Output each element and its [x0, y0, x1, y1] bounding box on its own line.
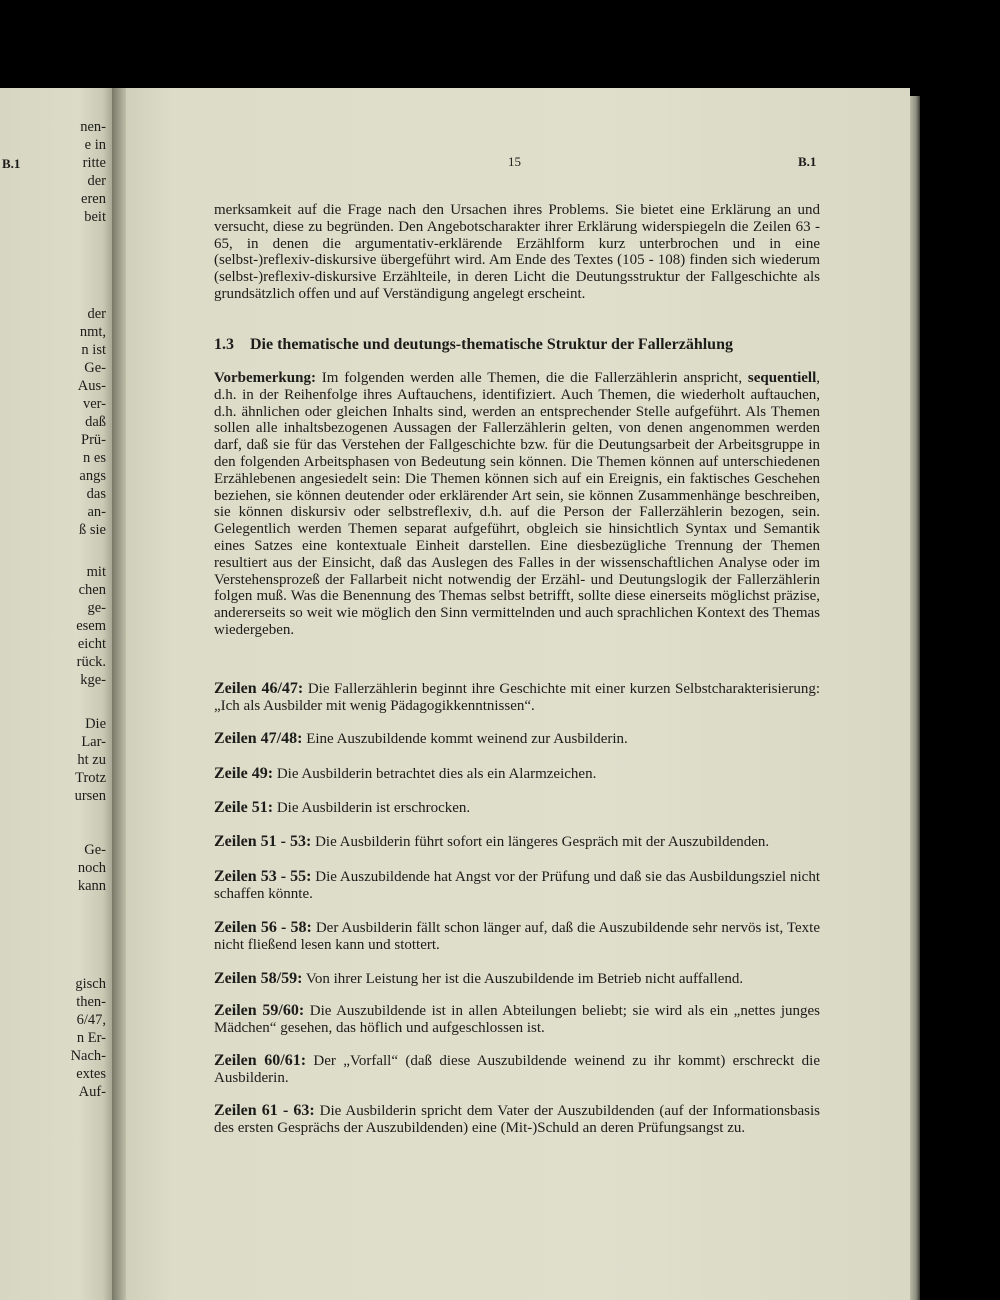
left-page-fragment: nmt, [79, 324, 106, 340]
line-entry [214, 799, 820, 817]
left-page-fragment: Prü- [81, 432, 106, 448]
left-page-fragment: ursen [74, 788, 106, 804]
left-page-fragment: kann [77, 878, 106, 894]
left-page-fragment: then- [76, 994, 106, 1010]
line-entry [214, 1002, 820, 1037]
left-page-fragment: e in [84, 137, 106, 153]
vorbemerkung-bold: sequentiell [747, 370, 817, 386]
left-page [0, 88, 112, 1300]
line-entry [214, 919, 820, 954]
left-page-fragment: beit [84, 209, 106, 225]
left-page-fragment: ver- [82, 396, 106, 412]
left-page-fragment: Nach- [70, 1048, 106, 1064]
line-entry [214, 970, 820, 988]
line-entry-text: Die Auszubildende ist in allen Abteilungen beliebt; sie wird als ein „nettes junges Mädchen“ gesehen, das höflich und aufgeschlossen ist. [214, 1003, 821, 1036]
vorbemerkung-text-2: , d.h. in der Reihenfolge ihres Auftauchens, identifiziert. Auch Themen, die wiederholt auftauchen, d.h. ähnlichen oder gleichen Inhalts sind, werden an entsprechender Stelle aufgeführt. Als Themen sollen alle inhaltsbezogenen Aussagen der Fallerzählerin gelten, von denen angenommen werden darf, daß sie für das Verstehen der Fallgeschichte bzw. für die Deutungsarbeit der Arbeitsgruppe in den folgenden Arbeitsphasen von Bedeutung sein können. Die Themen können auf unterschiedenen Erzählebenen angesiedelt sein: Die Themen können sich auf ein Ereignis, ein faktisches Geschehen beziehen, sie können deutender oder erklärender Art sein, sie können Zusammenhänge beschreiben, sie können diskursiv oder selbstreflexiv, d.h. auf die Person der Fallerzählerin bezogen, sein. Gelegentlich werden Themen separat aufgeführt, obgleich sie hinsichtlich Syntax und Semantik eines Satzes eine kontextuale Einheit darstellen. Eine diesbezügliche Trennung der Themen resultiert aus der Einsicht, daß das Auslegen des Falles in der wissenschaftlichen Analyse oder im Verstehensprozeß der Fallarbeit nicht notwendig der Erzähl- und Deutungslogik der Fallerzählerin folgen muß. Was die Benennung des Themas selbst betrifft, sollte diese einerseits möglichst präzise, andererseits so weit wie möglich den Sinn vermittelnden und auch sprachlichen Kontext des Themas wiedergeben. [214, 370, 820, 638]
vorbemerkung-text-1: Im folgenden werden alle Themen, die die Fallerzählerin anspricht, [315, 370, 748, 386]
line-entry-label: Zeilen 47/48: [214, 730, 303, 747]
left-page-fragment: n ist [81, 342, 106, 358]
line-entry-text: Die Fallerzählerin beginnt ihre Geschichte mit einer kurzen Selbstcharakterisierung: „Ich als Ausbilder mit wenig Pädagogikkenntnissen“. [214, 681, 820, 714]
page-edge [910, 96, 920, 1300]
line-entry-text: Der Ausbilderin fällt schon länger auf, daß die Auszubildende sehr nervös ist, Texte nicht fließend lesen kann und stottert. [214, 920, 820, 953]
line-entry [214, 868, 820, 903]
left-page-fragment: der [87, 173, 106, 189]
intro-paragraph: merksamkeit auf die Frage nach den Ursachen ihres Problems. Sie bietet eine Erklärung an und versucht, diese zu begründen. Den Angebotscharakter ihrer Erklärung widerspiegeln die Zeilen 63 - 65, in denen die argumentativ-erklärende Erzählform kurz unterbrochen und in eine (selbst-)reflexiv-diskursive übergeführt wird. Am Ende des Textes (105 - 108) finden sich wiederum (selbst-)reflexiv-diskursive Erzählteile, in deren Licht die Deutungsstruktur der Fallgeschichte als grundsätzlich offen und auf Verständigung angelegt erscheint. [214, 202, 820, 302]
left-page-fragment: Ge- [84, 842, 106, 858]
left-page-fragment: Auf- [78, 1084, 106, 1100]
left-page-header: B.1 [2, 156, 21, 171]
left-page-fragment: n Er- [76, 1030, 106, 1046]
line-entry-label: Zeilen 59/60: [214, 1002, 305, 1019]
left-page-fragment: esem [76, 618, 106, 634]
left-page-fragment: nen- [80, 119, 106, 135]
left-page-fragment: ritte [82, 155, 106, 171]
left-page-fragment: extes [76, 1066, 106, 1082]
left-page-fragment: das [86, 486, 106, 502]
vorbemerkung-label: Vorbemerkung: [214, 370, 316, 386]
left-page-fragment: 6/47, [76, 1012, 106, 1028]
book-gutter [112, 88, 126, 1300]
left-page-fragment: angs [79, 468, 106, 484]
line-entry [214, 833, 820, 851]
left-page-fragment: n es [83, 450, 106, 466]
line-entry-label: Zeilen 51 - 53: [214, 833, 312, 850]
line-entry-label: Zeilen 46/47: [214, 680, 304, 697]
line-entry-text: Die Ausbilderin führt sofort ein längeres Gespräch mit der Auszubildenden. [311, 834, 770, 850]
left-page-fragment: rück. [76, 654, 106, 670]
left-page-fragment: mit [86, 564, 106, 580]
heading-title: Die thematische und deutungs-thematische Struktur der Fallerzählung [250, 336, 733, 353]
left-page-fragment: eren [81, 191, 106, 207]
left-page-fragment: chen [78, 582, 106, 598]
page-number: 15 [508, 154, 521, 169]
line-entry-text: Die Ausbilderin spricht dem Vater der Auszubildenden (auf der Informationsbasis des ersten Gesprächs der Auszubildenden) eine (Mit-)Schuld an deren Prüfungsangst zu. [214, 1103, 820, 1136]
left-page-fragment: ß sie [79, 522, 106, 538]
section-label: B.1 [798, 154, 817, 169]
section-heading [214, 336, 733, 354]
left-page-fragment: Trotz [75, 770, 106, 786]
heading-number: 1.3 [214, 336, 234, 353]
line-entry-text: Der „Vorfall“ (daß diese Auszubildende weinend zu ihr kommt) erschreckt die Ausbilderin. [214, 1053, 821, 1086]
left-page-fragment: Die [85, 716, 106, 732]
right-page [126, 88, 910, 1300]
line-entry [214, 730, 820, 748]
vorbemerkung-paragraph [214, 370, 820, 639]
line-entry-label: Zeilen 53 - 55: [214, 868, 312, 885]
line-entry [214, 1052, 820, 1087]
line-entry-label: Zeilen 58/59: [214, 970, 303, 987]
left-page-fragment: eicht [77, 636, 106, 652]
line-entry [214, 680, 820, 715]
line-entry-text: Die Ausbilderin ist erschrocken. [273, 800, 471, 816]
line-entry-label: Zeile 51: [214, 799, 274, 816]
line-entry-text: Die Auszubildende hat Angst vor der Prüfung und daß sie das Ausbildungsziel nicht schaffen könnte. [214, 869, 820, 902]
line-entry-label: Zeilen 61 - 63: [214, 1102, 315, 1119]
left-page-fragment: der [87, 306, 106, 322]
left-page-fragment: an- [87, 504, 106, 520]
left-page-fragment: Aus- [77, 378, 106, 394]
left-page-fragment: gisch [75, 976, 106, 992]
left-page-fragment: noch [77, 860, 106, 876]
line-entry [214, 1102, 820, 1137]
line-entry-text: Die Ausbilderin betrachtet dies als ein Alarmzeichen. [273, 766, 597, 782]
line-entry-label: Zeilen 56 - 58: [214, 919, 312, 936]
left-page-fragment: daß [85, 414, 106, 430]
left-page-fragment: ge- [87, 600, 106, 616]
left-page-fragment: kge- [80, 672, 106, 688]
left-page-fragment: Ge- [84, 360, 106, 376]
line-entry [214, 765, 820, 783]
line-entry-text: Von ihrer Leistung her ist die Auszubildende im Betrieb nicht auffallend. [302, 971, 744, 987]
left-page-fragment: ht zu [77, 752, 106, 768]
line-entry-text: Eine Auszubildende kommt weinend zur Ausbilderin. [302, 731, 628, 747]
left-page-fragment: Lar- [81, 734, 106, 750]
line-entry-label: Zeile 49: [214, 765, 274, 782]
line-entry-label: Zeilen 60/61: [214, 1052, 307, 1069]
